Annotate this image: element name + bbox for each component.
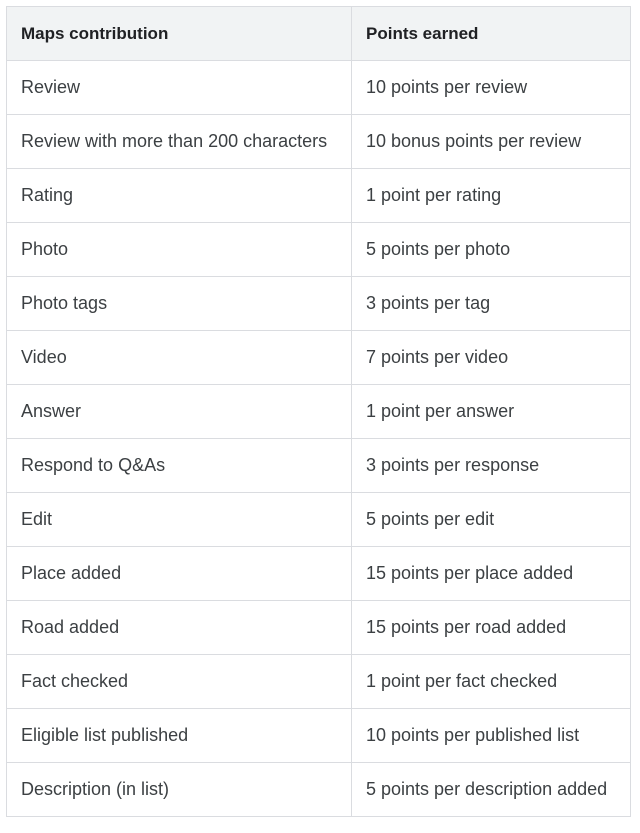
table-row: [7, 493, 631, 547]
table-row: [7, 547, 631, 601]
points-cell: 5 points per edit: [352, 493, 631, 547]
table-row: [7, 601, 631, 655]
contribution-cell: Video: [7, 331, 352, 385]
contribution-cell: Eligible list published: [7, 709, 352, 763]
contribution-cell: Edit: [7, 493, 352, 547]
table-row: [7, 439, 631, 493]
table-row: [7, 61, 631, 115]
contribution-cell: Review with more than 200 characters: [7, 115, 352, 169]
points-cell: 7 points per video: [352, 331, 631, 385]
contribution-cell: Photo tags: [7, 277, 352, 331]
points-cell: 3 points per tag: [352, 277, 631, 331]
table-row: [7, 709, 631, 763]
table-row: [7, 385, 631, 439]
table-row: [7, 115, 631, 169]
points-cell: 1 point per answer: [352, 385, 631, 439]
points-cell: 10 points per published list: [352, 709, 631, 763]
points-cell: 5 points per photo: [352, 223, 631, 277]
contribution-cell: Fact checked: [7, 655, 352, 709]
contribution-cell: Respond to Q&As: [7, 439, 352, 493]
table-row: [7, 763, 631, 817]
points-cell: 1 point per fact checked: [352, 655, 631, 709]
contribution-cell: Place added: [7, 547, 352, 601]
contribution-cell: Description (in list): [7, 763, 352, 817]
contribution-cell: Road added: [7, 601, 352, 655]
table-row: [7, 169, 631, 223]
contribution-cell: Rating: [7, 169, 352, 223]
contribution-cell: Answer: [7, 385, 352, 439]
contribution-cell: Review: [7, 61, 352, 115]
points-cell: 15 points per place added: [352, 547, 631, 601]
points-cell: 5 points per description added: [352, 763, 631, 817]
contribution-cell: Photo: [7, 223, 352, 277]
header-points-earned: Points earned: [352, 7, 631, 61]
table-row: [7, 223, 631, 277]
points-cell: 3 points per response: [352, 439, 631, 493]
table-row: [7, 655, 631, 709]
points-cell: 15 points per road added: [352, 601, 631, 655]
points-table-container: [6, 6, 630, 817]
header-maps-contribution: Maps contribution: [7, 7, 352, 61]
points-cell: 10 points per review: [352, 61, 631, 115]
table-row: [7, 331, 631, 385]
table-header-row: [7, 7, 631, 61]
points-table: [6, 6, 631, 817]
table-row: [7, 277, 631, 331]
points-cell: 10 bonus points per review: [352, 115, 631, 169]
points-cell: 1 point per rating: [352, 169, 631, 223]
